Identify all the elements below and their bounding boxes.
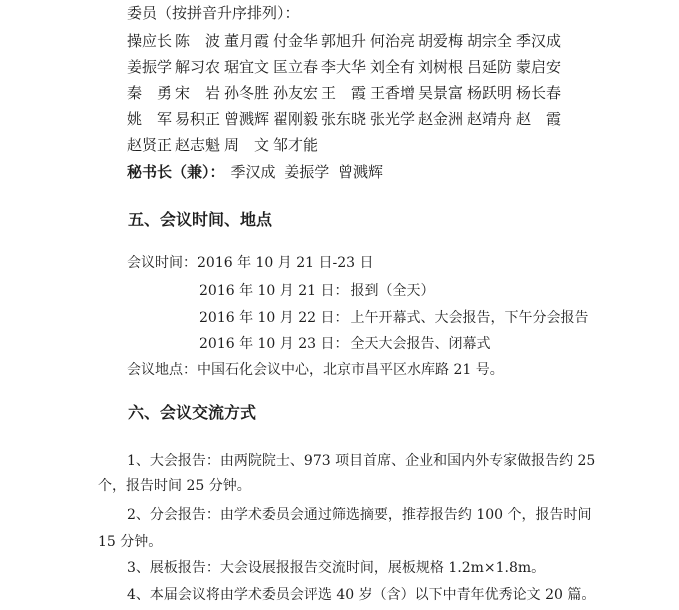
exchange-item-4: 4、本届会议将由学术委员会评选 40 岁（含）以下中青年优秀论文 20 篇。 xyxy=(127,587,596,603)
member-name: 陈 波 xyxy=(175,32,221,50)
member-name: 邹才能 xyxy=(273,136,319,154)
schedule-date: 2016 年 10 月 22 日： xyxy=(199,310,349,326)
meeting-time-label: 会议时间： xyxy=(127,255,197,271)
exchange-item-3: 3、展板报告：大会设展报报告交流时间，展板规格 1.2m×1.8m。 xyxy=(127,560,546,576)
member-name: 杨跃明 xyxy=(467,84,513,102)
schedule-event: 报到（全天） xyxy=(350,283,435,299)
member-name: 刘全有 xyxy=(370,58,416,76)
member-name: 张东晓 xyxy=(321,110,367,128)
member-name: 张光学 xyxy=(370,110,416,128)
secretary-line xyxy=(127,163,383,181)
venue-line xyxy=(127,361,504,379)
member-name: 姚 军 xyxy=(127,110,173,128)
schedule-line-1 xyxy=(199,282,435,300)
exchange-item-2-line-1: 2、分会报告：由学术委员会通过筛选摘要，推荐报告约 100 个，报告时间 xyxy=(127,507,592,523)
member-name: 曾溅辉 xyxy=(224,110,270,128)
schedule-date: 2016 年 10 月 23 日： xyxy=(199,336,349,352)
member-name: 吕延防 xyxy=(467,58,513,76)
member-name: 赵志魁 xyxy=(175,136,221,154)
member-name: 秦 勇 xyxy=(127,84,173,102)
exchange-item-1-line-2: 个，报告时间 25 分钟。 xyxy=(98,478,251,494)
member-name: 琚宜文 xyxy=(224,58,270,76)
member-name: 王香增 xyxy=(370,84,416,102)
member-name: 胡爱梅 xyxy=(418,32,464,50)
member-name: 孙冬胜 xyxy=(224,84,270,102)
member-name: 宋 岩 xyxy=(175,84,221,102)
member-name: 姜振学 xyxy=(127,58,173,76)
member-name: 郭旭升 xyxy=(321,32,367,50)
member-name: 何治亮 xyxy=(370,32,416,50)
member-name: 付金华 xyxy=(273,32,319,50)
member-name: 孙友宏 xyxy=(273,84,319,102)
member-name: 吴景富 xyxy=(418,84,464,102)
section-5-heading: 五、会议时间、地点 xyxy=(128,210,273,229)
schedule-date: 2016 年 10 月 21 日： xyxy=(199,283,349,299)
meeting-time-line xyxy=(127,254,374,272)
member-name: 蒙启安 xyxy=(516,58,562,76)
member-name: 易积正 xyxy=(175,110,221,128)
member-name: 董月霞 xyxy=(224,32,270,50)
exchange-item-1-line-1: 1、大会报告：由两院院士、973 项目首席、企业和国内外专家做报告约 25 xyxy=(127,453,596,469)
member-name: 杨长春 xyxy=(516,84,562,102)
member-name: 赵贤正 xyxy=(127,136,173,154)
member-name: 王 霞 xyxy=(321,84,367,102)
member-name: 匡立春 xyxy=(273,58,319,76)
schedule-event: 上午开幕式、大会报告，下午分会报告 xyxy=(350,310,589,326)
member-name: 胡宗全 xyxy=(467,32,513,50)
member-name: 解习农 xyxy=(175,58,221,76)
member-name: 刘树根 xyxy=(418,58,464,76)
schedule-event: 全天大会报告、闭幕式 xyxy=(350,336,491,352)
schedule-line-3 xyxy=(199,335,491,353)
member-name: 周 文 xyxy=(224,136,270,154)
schedule-line-2 xyxy=(199,309,589,327)
member-name: 季汉成 xyxy=(516,32,562,50)
secretary-label: 秘书长（兼）： xyxy=(127,163,225,181)
committee-header: 委员（按拼音升序排列）： xyxy=(127,4,300,22)
section-6-heading: 六、会议交流方式 xyxy=(128,403,257,422)
member-name: 翟刚毅 xyxy=(273,110,319,128)
meeting-time-range: 2016 年 10 月 21 日-23 日 xyxy=(197,255,374,271)
venue-label: 会议地点： xyxy=(127,362,197,378)
member-name: 赵 霞 xyxy=(516,110,562,128)
member-name: 李大华 xyxy=(321,58,367,76)
exchange-item-2-line-2: 15 分钟。 xyxy=(98,534,163,550)
venue-text: 中国石化会议中心，北京市昌平区水库路 21 号。 xyxy=(197,362,504,378)
member-name: 赵金洲 xyxy=(418,110,464,128)
member-name: 赵靖舟 xyxy=(467,110,513,128)
member-name: 操应长 xyxy=(127,32,173,50)
secretary-names: 季汉成 姜振学 曾溅辉 xyxy=(230,163,384,181)
